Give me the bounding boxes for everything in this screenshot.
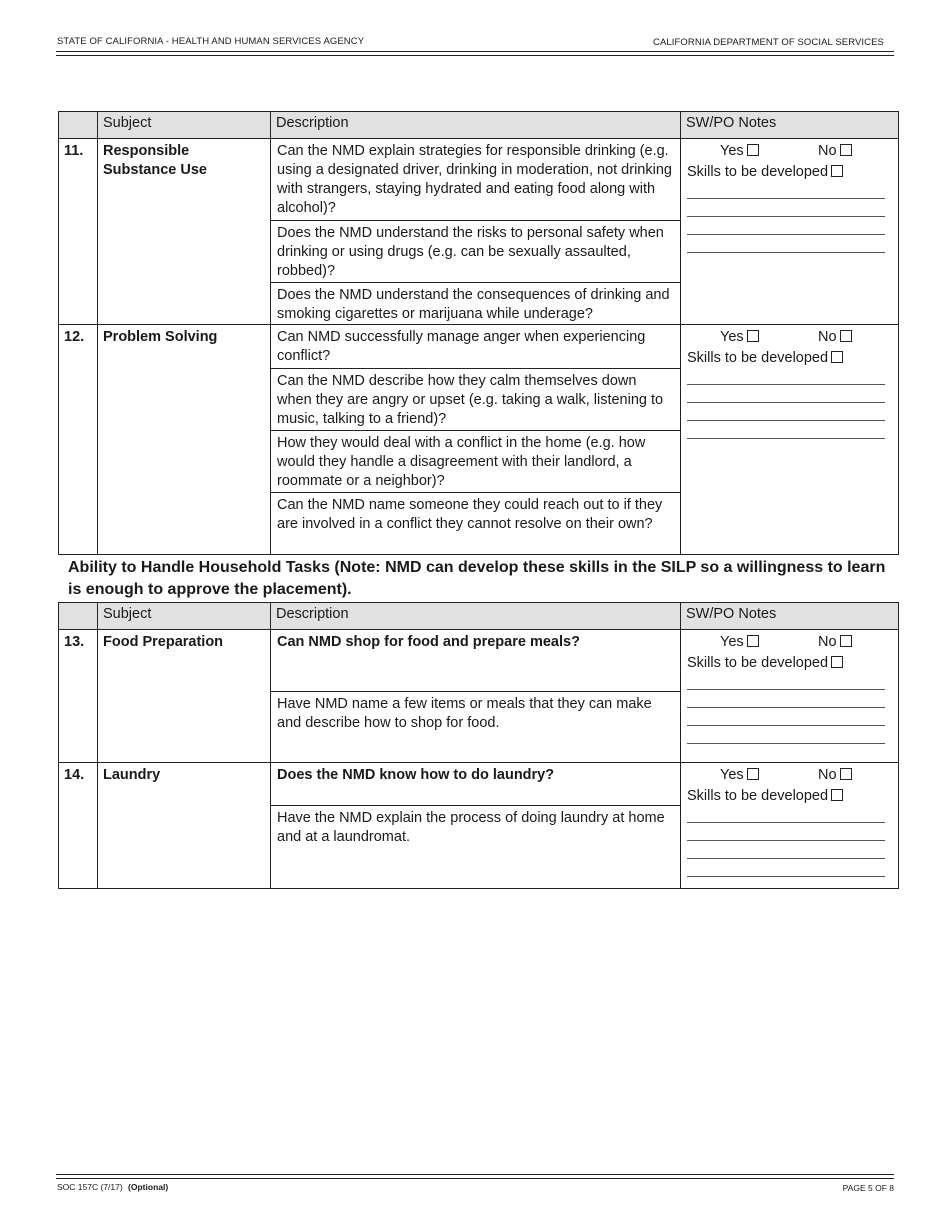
footer-rule-bottom bbox=[56, 1178, 894, 1179]
no-checkbox[interactable] bbox=[840, 330, 852, 342]
yes-checkbox[interactable] bbox=[747, 635, 759, 647]
sw-po-notes bbox=[681, 630, 899, 763]
sw-po-notes bbox=[681, 763, 899, 889]
row-descriptions bbox=[271, 763, 681, 889]
description-item: Can the NMD name someone they could reach out to if they are involved in a conflict they cannot resolve on their own? bbox=[271, 492, 680, 554]
header-notes: SW/PO Notes bbox=[681, 603, 899, 630]
description-item: Have the NMD explain the process of doing laundry at home and at a laundromat. bbox=[271, 805, 680, 888]
row-subject: Problem Solving bbox=[98, 325, 271, 555]
yes-checkbox[interactable] bbox=[747, 330, 759, 342]
skills-label: Skills to be developed bbox=[687, 788, 829, 804]
description-item: Can the NMD describe how they calm themselves down when they are angry or upset (e.g. taking a walk, listening to music, talking to a friend)? bbox=[271, 368, 680, 430]
description-question: Does the NMD know how to do laundry? bbox=[277, 767, 555, 783]
skills-checkbox[interactable] bbox=[831, 789, 843, 801]
header-description: Description bbox=[271, 603, 681, 630]
row-descriptions bbox=[271, 630, 681, 763]
skills-label: Skills to be developed bbox=[687, 350, 829, 366]
skills-checkbox[interactable] bbox=[831, 351, 843, 363]
yes-label: Yes bbox=[720, 634, 744, 650]
footer-rule-top bbox=[56, 1174, 894, 1175]
no-checkbox[interactable] bbox=[840, 144, 852, 156]
row-number: 14. bbox=[59, 763, 98, 889]
skills-label: Skills to be developed bbox=[687, 655, 829, 671]
notes-line[interactable] bbox=[687, 841, 885, 859]
header-rule-top bbox=[56, 51, 894, 52]
table-header-row bbox=[59, 112, 899, 139]
header-num bbox=[59, 112, 98, 139]
row-number: 12. bbox=[59, 325, 98, 555]
description-item: How they would deal with a conflict in the home (e.g. how would they handle a disagreement with their landlord, a roommate or a neighbor)? bbox=[271, 430, 680, 492]
notes-line[interactable] bbox=[687, 859, 885, 877]
header-description: Description bbox=[271, 112, 681, 139]
no-checkbox[interactable] bbox=[840, 635, 852, 647]
table-row bbox=[59, 139, 899, 325]
table-header-row bbox=[59, 603, 899, 630]
form-code: SOC 157C (7/17) bbox=[57, 1182, 123, 1192]
yes-checkbox[interactable] bbox=[747, 768, 759, 780]
notes-line[interactable] bbox=[687, 217, 885, 235]
description-item: Have NMD name a few items or meals that they can make and describe how to shop for food. bbox=[271, 691, 680, 762]
yes-option bbox=[720, 766, 759, 785]
table-row bbox=[59, 630, 899, 763]
notes-line[interactable] bbox=[687, 235, 885, 253]
notes-line[interactable] bbox=[687, 675, 885, 690]
notes-line[interactable] bbox=[687, 808, 885, 823]
no-option bbox=[818, 633, 852, 652]
notes-line[interactable] bbox=[687, 726, 885, 744]
no-label: No bbox=[818, 143, 837, 159]
notes-line[interactable] bbox=[687, 199, 885, 217]
no-label: No bbox=[818, 767, 837, 783]
description-item: Does the NMD understand the risks to personal safety when drinking or using drugs (e.g. can be sexually assaulted, robbed)? bbox=[271, 220, 680, 282]
yes-label: Yes bbox=[720, 767, 744, 783]
yes-label: Yes bbox=[720, 329, 744, 345]
header-subject: Subject bbox=[98, 603, 271, 630]
skills-option bbox=[687, 787, 893, 808]
header-notes: SW/PO Notes bbox=[681, 112, 899, 139]
description-item: Can the NMD explain strategies for responsible drinking (e.g. using a designated driver, drinking in moderation, not drinking with strangers, staying hydrated and eating food along with alcohol)? bbox=[277, 143, 672, 216]
no-option bbox=[818, 142, 852, 161]
skills-option bbox=[687, 654, 893, 675]
description-item: Does the NMD understand the consequences of drinking and smoking cigarettes or marijuana while underage? bbox=[271, 282, 680, 324]
notes-line[interactable] bbox=[687, 708, 885, 726]
skills-checkbox[interactable] bbox=[831, 656, 843, 668]
section-title: Ability to Handle Household Tasks (Note: NMD can develop these skills in the SILP so a willingness to learn is enough to approve the placement). bbox=[68, 559, 886, 598]
agency-header: STATE OF CALIFORNIA - HEALTH AND HUMAN SERVICES AGENCY bbox=[57, 36, 365, 47]
skills-option bbox=[687, 163, 893, 184]
row-subject: Laundry bbox=[98, 763, 271, 889]
yes-label: Yes bbox=[720, 143, 744, 159]
page-number: PAGE 5 OF 8 bbox=[842, 1183, 894, 1193]
table-row bbox=[59, 763, 899, 889]
table-row bbox=[59, 325, 899, 555]
skills-label: Skills to be developed bbox=[687, 164, 829, 180]
row-subject: Responsible Substance Use bbox=[98, 139, 271, 325]
notes-line[interactable] bbox=[687, 690, 885, 708]
row-number: 11. bbox=[59, 139, 98, 325]
yes-option bbox=[720, 142, 759, 161]
row-descriptions bbox=[271, 139, 681, 325]
department-header: CALIFORNIA DEPARTMENT OF SOCIAL SERVICES bbox=[653, 37, 884, 48]
header-num bbox=[59, 603, 98, 630]
description-question: Can NMD shop for food and prepare meals? bbox=[277, 634, 580, 650]
header-subject: Subject bbox=[98, 112, 271, 139]
optional-label: (Optional) bbox=[128, 1182, 169, 1192]
skills-checkbox[interactable] bbox=[831, 165, 843, 177]
no-label: No bbox=[818, 634, 837, 650]
row-subject: Food Preparation bbox=[98, 630, 271, 763]
notes-line[interactable] bbox=[687, 403, 885, 421]
life-skills-table-2 bbox=[58, 602, 899, 889]
notes-line[interactable] bbox=[687, 421, 885, 439]
sw-po-notes bbox=[681, 325, 899, 555]
sw-po-notes bbox=[681, 139, 899, 325]
notes-line[interactable] bbox=[687, 184, 885, 199]
no-label: No bbox=[818, 329, 837, 345]
skills-option bbox=[687, 349, 893, 370]
notes-line[interactable] bbox=[687, 370, 885, 385]
description-item: Can NMD successfully manage anger when experiencing conflict? bbox=[277, 329, 646, 364]
yes-option bbox=[720, 633, 759, 652]
header-rule-bottom bbox=[56, 55, 894, 56]
row-descriptions bbox=[271, 325, 681, 555]
notes-line[interactable] bbox=[687, 385, 885, 403]
life-skills-table-1 bbox=[58, 111, 899, 555]
yes-option bbox=[720, 328, 759, 347]
notes-line[interactable] bbox=[687, 823, 885, 841]
no-option bbox=[818, 766, 852, 785]
form-number bbox=[57, 1182, 168, 1192]
row-number: 13. bbox=[59, 630, 98, 763]
no-option bbox=[818, 328, 852, 347]
yes-checkbox[interactable] bbox=[747, 144, 759, 156]
no-checkbox[interactable] bbox=[840, 768, 852, 780]
